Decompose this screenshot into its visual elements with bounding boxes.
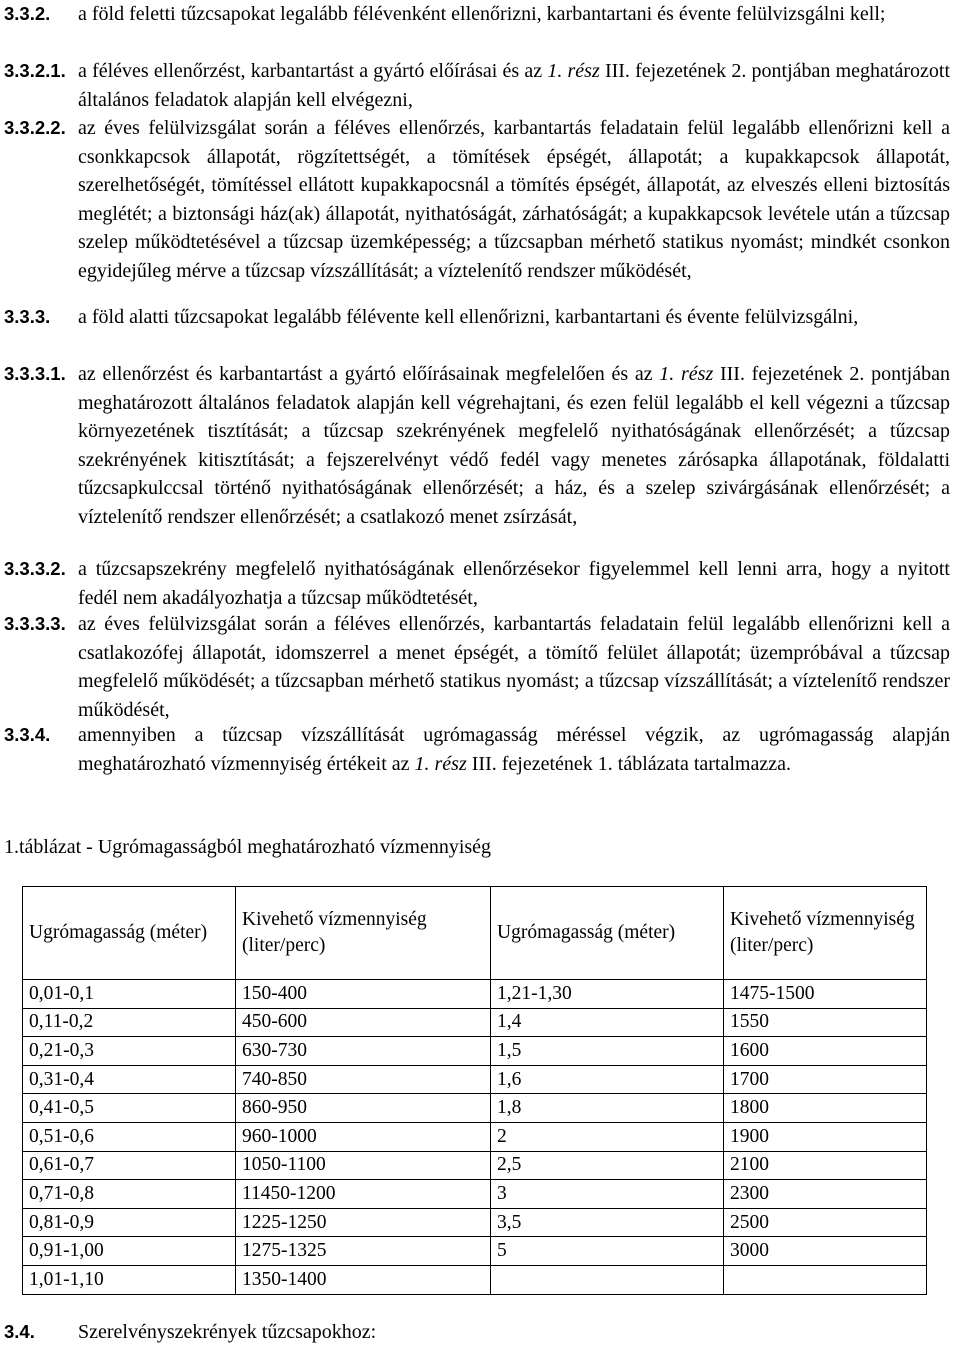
section-text: az ellenőrzést és karbantartást a gyártó előírásainak megfelelően és az 1. rész III. fejezetének 2. pontjában meghatározott általános feladatok alapján kell végrehajtani, és ezen felül legalább el kell végezni a tűzcsap környezetének tisztítását; a tűzcsap szekrényének megfelelő nyithatóságának ellenőrzését; a tűzcsap szekrényének kitisztítását; a fejszerelvényt védő fedél vagy menetes zárósapka állapotának, földalatti tűzcsapkulccsal történő nyithatóságának ellenőrzését; a ház, és a szelep szivárgásának ellenőrzését; a víztelenítő rendszer ellenőrzését; a csatlakozó menet zsírzását, bbox=[78, 363, 950, 528]
section-number: 3.3.3.3. bbox=[4, 613, 66, 634]
table-cell: 3000 bbox=[724, 1237, 927, 1266]
table-row bbox=[23, 1208, 927, 1237]
table-cell: 3 bbox=[491, 1180, 724, 1209]
section-number: 3.3.4. bbox=[4, 724, 51, 745]
table-row bbox=[23, 1237, 927, 1266]
table-cell: 1800 bbox=[724, 1094, 927, 1123]
table-cell: 1,5 bbox=[491, 1037, 724, 1066]
table-cell: 0,01-0,1 bbox=[23, 980, 236, 1009]
table-cell: 1700 bbox=[724, 1065, 927, 1094]
table-row bbox=[23, 1265, 927, 1294]
table-cell: 0,11-0,2 bbox=[23, 1008, 236, 1037]
section-number: 3.4. bbox=[4, 1321, 35, 1342]
table-row bbox=[23, 1037, 927, 1066]
table-cell: 2,5 bbox=[491, 1151, 724, 1180]
table-cell: 0,91-1,00 bbox=[23, 1237, 236, 1266]
section-3-3-2 bbox=[4, 0, 950, 29]
table-cell: 2 bbox=[491, 1122, 724, 1151]
table-cell: 2100 bbox=[724, 1151, 927, 1180]
table-row bbox=[23, 1151, 927, 1180]
table-caption: 1.táblázat - Ugrómagasságból meghatározható vízmennyiség bbox=[4, 836, 492, 858]
section-text: az éves felülvizsgálat során a féléves ellenőrzés, karbantartás feladatain felül legalább ellenőrizni kell a csonkkapcsok állapotát, rögzítettségét, a tömítések épségét, állapotát; a kupakkapcsok állapotát, szerelhetőségét, tömítéssel ellátott kupakkapocsnál a tömítés épségét, állapotát, az elveszés elleni biztosítás meglétét; a biztonsági ház(ak) állapotát, nyithatóságát, zárhatóságát; a kupakkapcsok levétele után a tűzcsap szelep működtetésével a tűzcsap üzemképesség; a tűzcsapban mérhető statikus nyomást; mindkét csonkon egyidejűleg mérve a tűzcsap vízszállítását; a víztelenítő rendszer működését, bbox=[78, 117, 950, 282]
section-3-3-3-2 bbox=[4, 555, 950, 612]
table-cell: 1550 bbox=[724, 1008, 927, 1037]
table-row bbox=[23, 1094, 927, 1123]
table-header-row bbox=[23, 887, 927, 980]
table-cell: 1,4 bbox=[491, 1008, 724, 1037]
table-row bbox=[23, 1065, 927, 1094]
header-water-volume-1: Kivehető vízmennyiség (liter/perc) bbox=[236, 887, 491, 980]
table-cell: 740-850 bbox=[236, 1065, 491, 1094]
table-cell bbox=[724, 1265, 927, 1294]
section-number: 3.3.2.2. bbox=[4, 117, 66, 138]
table-cell: 0,81-0,9 bbox=[23, 1208, 236, 1237]
header-jump-height-1: Ugrómagasság (méter) bbox=[23, 887, 236, 980]
table-cell: 1900 bbox=[724, 1122, 927, 1151]
header-water-volume-2: Kivehető vízmennyiség (liter/perc) bbox=[724, 887, 927, 980]
table-cell: 1,8 bbox=[491, 1094, 724, 1123]
water-volume-table bbox=[22, 886, 927, 1295]
section-text: a féléves ellenőrzést, karbantartást a gyártó előírásai és az 1. rész III. fejezetének 2. pontjában meghatározott általános feladatok alapján kell elvégezni, bbox=[78, 60, 951, 111]
section-text: amennyiben a tűzcsap vízszállítását ugrómagasság méréssel végzik, az ugrómagasság alapján meghatározható vízmennyiség értékeit az 1. rész III. fejezetének 1. táblázata tartalmazza. bbox=[78, 724, 950, 775]
section-3-3-3-1 bbox=[4, 360, 950, 531]
table-row bbox=[23, 1122, 927, 1151]
table-row bbox=[23, 1180, 927, 1209]
section-title: Szerelvényszekrények tűzcsapokhoz: bbox=[78, 1321, 377, 1343]
table-cell: 1225-1250 bbox=[236, 1208, 491, 1237]
table-cell: 1275-1325 bbox=[236, 1237, 491, 1266]
section-number: 3.3.3. bbox=[4, 306, 51, 327]
table-cell: 2300 bbox=[724, 1180, 927, 1209]
table-cell bbox=[491, 1265, 724, 1294]
table-row bbox=[23, 980, 927, 1009]
header-jump-height-2: Ugrómagasság (méter) bbox=[491, 887, 724, 980]
section-text: a föld alatti tűzcsapokat legalább félévente kell ellenőrizni, karbantartani és évente felülvizsgálni, bbox=[78, 306, 859, 328]
table-cell: 2500 bbox=[724, 1208, 927, 1237]
table-cell: 630-730 bbox=[236, 1037, 491, 1066]
table-cell: 450-600 bbox=[236, 1008, 491, 1037]
table-cell: 0,31-0,4 bbox=[23, 1065, 236, 1094]
table-cell: 1,01-1,10 bbox=[23, 1265, 236, 1294]
section-text: a föld feletti tűzcsapokat legalább félévenként ellenőrizni, karbantartani és évente felülvizsgálni kell; bbox=[78, 3, 886, 25]
table-cell: 11450-1200 bbox=[236, 1180, 491, 1209]
table-cell: 0,71-0,8 bbox=[23, 1180, 236, 1209]
section-3-3-4 bbox=[4, 721, 950, 778]
section-text: a tűzcsapszekrény megfelelő nyithatóságának ellenőrzésekor figyelemmel kell lenni arra, hogy a nyitott fedél nem akadályozhatja a tűzcsap működtetését, bbox=[78, 558, 950, 609]
section-text: az éves felülvizsgálat során a féléves ellenőrzés, karbantartás feladatain felül legalább ellenőrizni kell a csatlakozófej állapotát, idomszerrel a menet épségét, a tömítő felület állapotát; üzempróbával a tűzcsap megfelelő működését; a tűzcsapban mérhető statikus nyomást; a tűzcsap vízszállítását; a víztelenítő rendszer működését, bbox=[78, 613, 950, 721]
table-cell: 0,41-0,5 bbox=[23, 1094, 236, 1123]
table-cell: 0,51-0,6 bbox=[23, 1122, 236, 1151]
table-cell: 1600 bbox=[724, 1037, 927, 1066]
table-cell: 1,6 bbox=[491, 1065, 724, 1094]
section-3-3-2-1 bbox=[4, 57, 950, 114]
table-cell: 5 bbox=[491, 1237, 724, 1266]
table-cell: 1350-1400 bbox=[236, 1265, 491, 1294]
table-cell: 3,5 bbox=[491, 1208, 724, 1237]
section-number: 3.3.2.1. bbox=[4, 60, 66, 81]
table-cell: 860-950 bbox=[236, 1094, 491, 1123]
table-cell: 1,21-1,30 bbox=[491, 980, 724, 1009]
section-3-3-2-2 bbox=[4, 114, 950, 285]
table-cell: 150-400 bbox=[236, 980, 491, 1009]
table-cell: 1475-1500 bbox=[724, 980, 927, 1009]
table-cell: 960-1000 bbox=[236, 1122, 491, 1151]
table-row bbox=[23, 1008, 927, 1037]
table-cell: 0,21-0,3 bbox=[23, 1037, 236, 1066]
table-cell: 1050-1100 bbox=[236, 1151, 491, 1180]
section-number: 3.3.2. bbox=[4, 3, 51, 24]
section-3-3-3-3 bbox=[4, 610, 950, 724]
section-number: 3.3.3.2. bbox=[4, 558, 66, 579]
section-3-3-3 bbox=[4, 303, 950, 332]
section-number: 3.3.3.1. bbox=[4, 363, 66, 384]
table-cell: 0,61-0,7 bbox=[23, 1151, 236, 1180]
